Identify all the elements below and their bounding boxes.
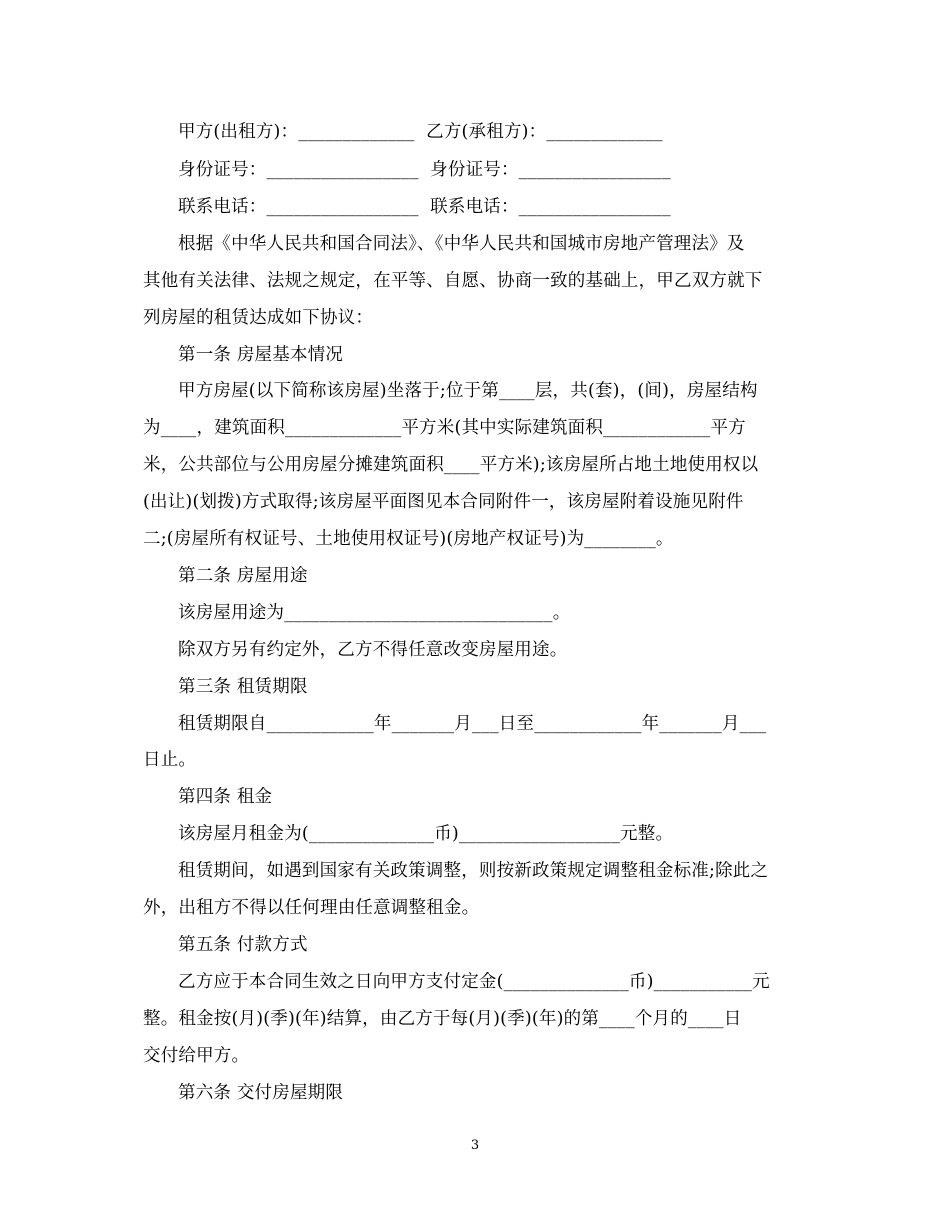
page-number: 3 bbox=[470, 1138, 480, 1153]
article-1-line-2: 为____，建筑面积_____________平方米(其中实际建筑面积____________平方 bbox=[143, 418, 746, 438]
article-4-line-2: 租赁期间，如遇到国家有关政策调整，则按新政策规定调整租金标准;除此之 bbox=[178, 861, 769, 881]
article-6-heading: 第六条 交付房屋期限 bbox=[178, 1083, 344, 1103]
article-1-line-4: (出让)(划拨)方式取得;该房屋平面图见本合同附件一，该房屋附着设施见附件 bbox=[143, 492, 744, 512]
article-5-line-3: 交付给甲方。 bbox=[143, 1046, 250, 1066]
article-2-line-1: 该房屋用途为______________________________。 bbox=[178, 603, 571, 623]
article-3-line-2: 日止。 bbox=[143, 750, 197, 770]
article-5-line-1: 乙方应于本合同生效之日向甲方支付定金(______________币)___________元 bbox=[178, 972, 770, 992]
preamble-line-3: 列房屋的租赁达成如下协议： bbox=[143, 308, 374, 328]
article-4-line-1: 该房屋月租金为(______________币)__________________元整。 bbox=[178, 824, 674, 844]
article-2-line-2: 除双方另有约定外，乙方不得任意改变房屋用途。 bbox=[178, 640, 568, 660]
article-4-line-3: 外，出租方不得以任何理由任意调整租金。 bbox=[143, 898, 480, 918]
article-2-heading: 第二条 房屋用途 bbox=[178, 566, 308, 586]
article-1-heading: 第一条 房屋基本情况 bbox=[178, 345, 344, 365]
article-3-line-1: 租赁期限自____________年_______月___日至____________年_______月___ bbox=[178, 714, 767, 734]
article-3-heading: 第三条 租赁期限 bbox=[178, 677, 308, 697]
article-5-line-2: 整。租金按(月)(季)(年)结算，由乙方于每(月)(季)(年)的第____个月的____日 bbox=[143, 1009, 742, 1029]
preamble-line-2: 其他有关法律、法规之规定，在平等、自愿、协商一致的基础上，甲乙双方就下 bbox=[143, 271, 763, 291]
article-1-line-3: 米，公共部位与公用房屋分摊建筑面积____平方米);该房屋所占地土地使用权以 bbox=[143, 455, 759, 475]
article-1-line-1: 甲方房屋(以下简称该房屋)坐落于;位于第____层，共(套)，(间)，房屋结构 bbox=[178, 381, 758, 401]
party-a-lessor-line: 甲方(出租方)：_____________ 乙方(承租方)：_____________ bbox=[178, 122, 663, 142]
article-1-line-5: 二;(房屋所有权证号、土地使用权证号)(房地产权证号)为________。 bbox=[143, 529, 674, 549]
phone-line: 联系电话：_________________ 联系电话：_________________ bbox=[178, 197, 671, 217]
article-4-heading: 第四条 租金 bbox=[178, 787, 273, 807]
preamble-line-1: 根据《中华人民共和国合同法》、《中华人民共和国城市房地产管理法》及 bbox=[178, 234, 745, 254]
id-number-line: 身份证号：_________________ 身份证号：_________________ bbox=[178, 160, 671, 180]
article-5-heading: 第五条 付款方式 bbox=[178, 935, 308, 955]
